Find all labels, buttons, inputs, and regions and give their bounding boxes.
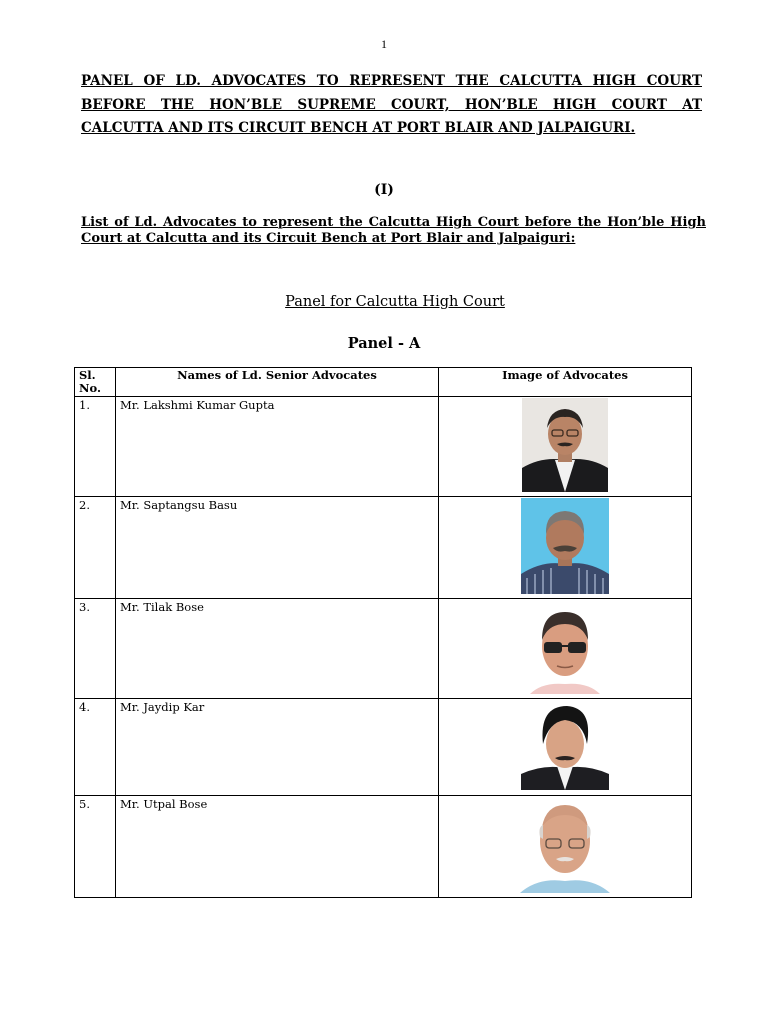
table-header-row bbox=[75, 368, 692, 397]
sub-heading: List of Ld. Advocates to represent the Calcutta High Court before the Hon’ble High Court at Calcutta and its Circuit Bench at Port Blair and Jalpaiguri: bbox=[81, 215, 706, 246]
page-number: 1 bbox=[381, 37, 387, 51]
row-advocate-photo bbox=[439, 699, 692, 796]
row-advocate-photo bbox=[439, 397, 692, 497]
row-advocate-photo bbox=[439, 599, 692, 699]
header-advocate-name: Names of Ld. Senior Advocates bbox=[116, 368, 439, 397]
row-advocate-photo bbox=[439, 497, 692, 599]
advocate-photo bbox=[516, 797, 614, 893]
section-number: (I) bbox=[374, 182, 394, 198]
header-sl-no: Sl. No. bbox=[75, 368, 116, 397]
row-advocate-name: Mr. Tilak Bose bbox=[116, 599, 439, 699]
table-row bbox=[75, 599, 692, 699]
row-advocate-name: Mr. Saptangsu Basu bbox=[116, 497, 439, 599]
row-sl-no: 3. bbox=[75, 599, 116, 699]
row-advocate-name: Mr. Utpal Bose bbox=[116, 796, 439, 898]
row-sl-no: 4. bbox=[75, 699, 116, 796]
row-advocate-name: Mr. Lakshmi Kumar Gupta bbox=[116, 397, 439, 497]
row-advocate-name: Mr. Jaydip Kar bbox=[116, 699, 439, 796]
table-row bbox=[75, 497, 692, 599]
document-heading: PANEL OF LD. ADVOCATES TO REPRESENT THE CALCUTTA HIGH COURT BEFORE THE HON’BLE SUPREME COURT, HON’BLE HIGH COURT AT CALCUTTA AND ITS CIRCUIT BENCH AT PORT BLAIR AND JALPAIGURI. bbox=[81, 73, 702, 136]
table-row bbox=[75, 397, 692, 497]
panel-label: Panel - A bbox=[347, 335, 421, 352]
advocates-table bbox=[74, 367, 692, 898]
advocate-photo bbox=[522, 398, 608, 492]
row-sl-no: 1. bbox=[75, 397, 116, 497]
header-advocate-image: Image of Advocates bbox=[439, 368, 692, 397]
panel-title: Panel for Calcutta High Court bbox=[285, 294, 505, 310]
row-sl-no: 2. bbox=[75, 497, 116, 599]
advocate-photo bbox=[521, 700, 609, 790]
advocate-photo bbox=[521, 498, 609, 594]
table-row bbox=[75, 699, 692, 796]
row-advocate-photo bbox=[439, 796, 692, 898]
table-row bbox=[75, 796, 692, 898]
row-sl-no: 5. bbox=[75, 796, 116, 898]
advocate-photo bbox=[522, 600, 608, 694]
